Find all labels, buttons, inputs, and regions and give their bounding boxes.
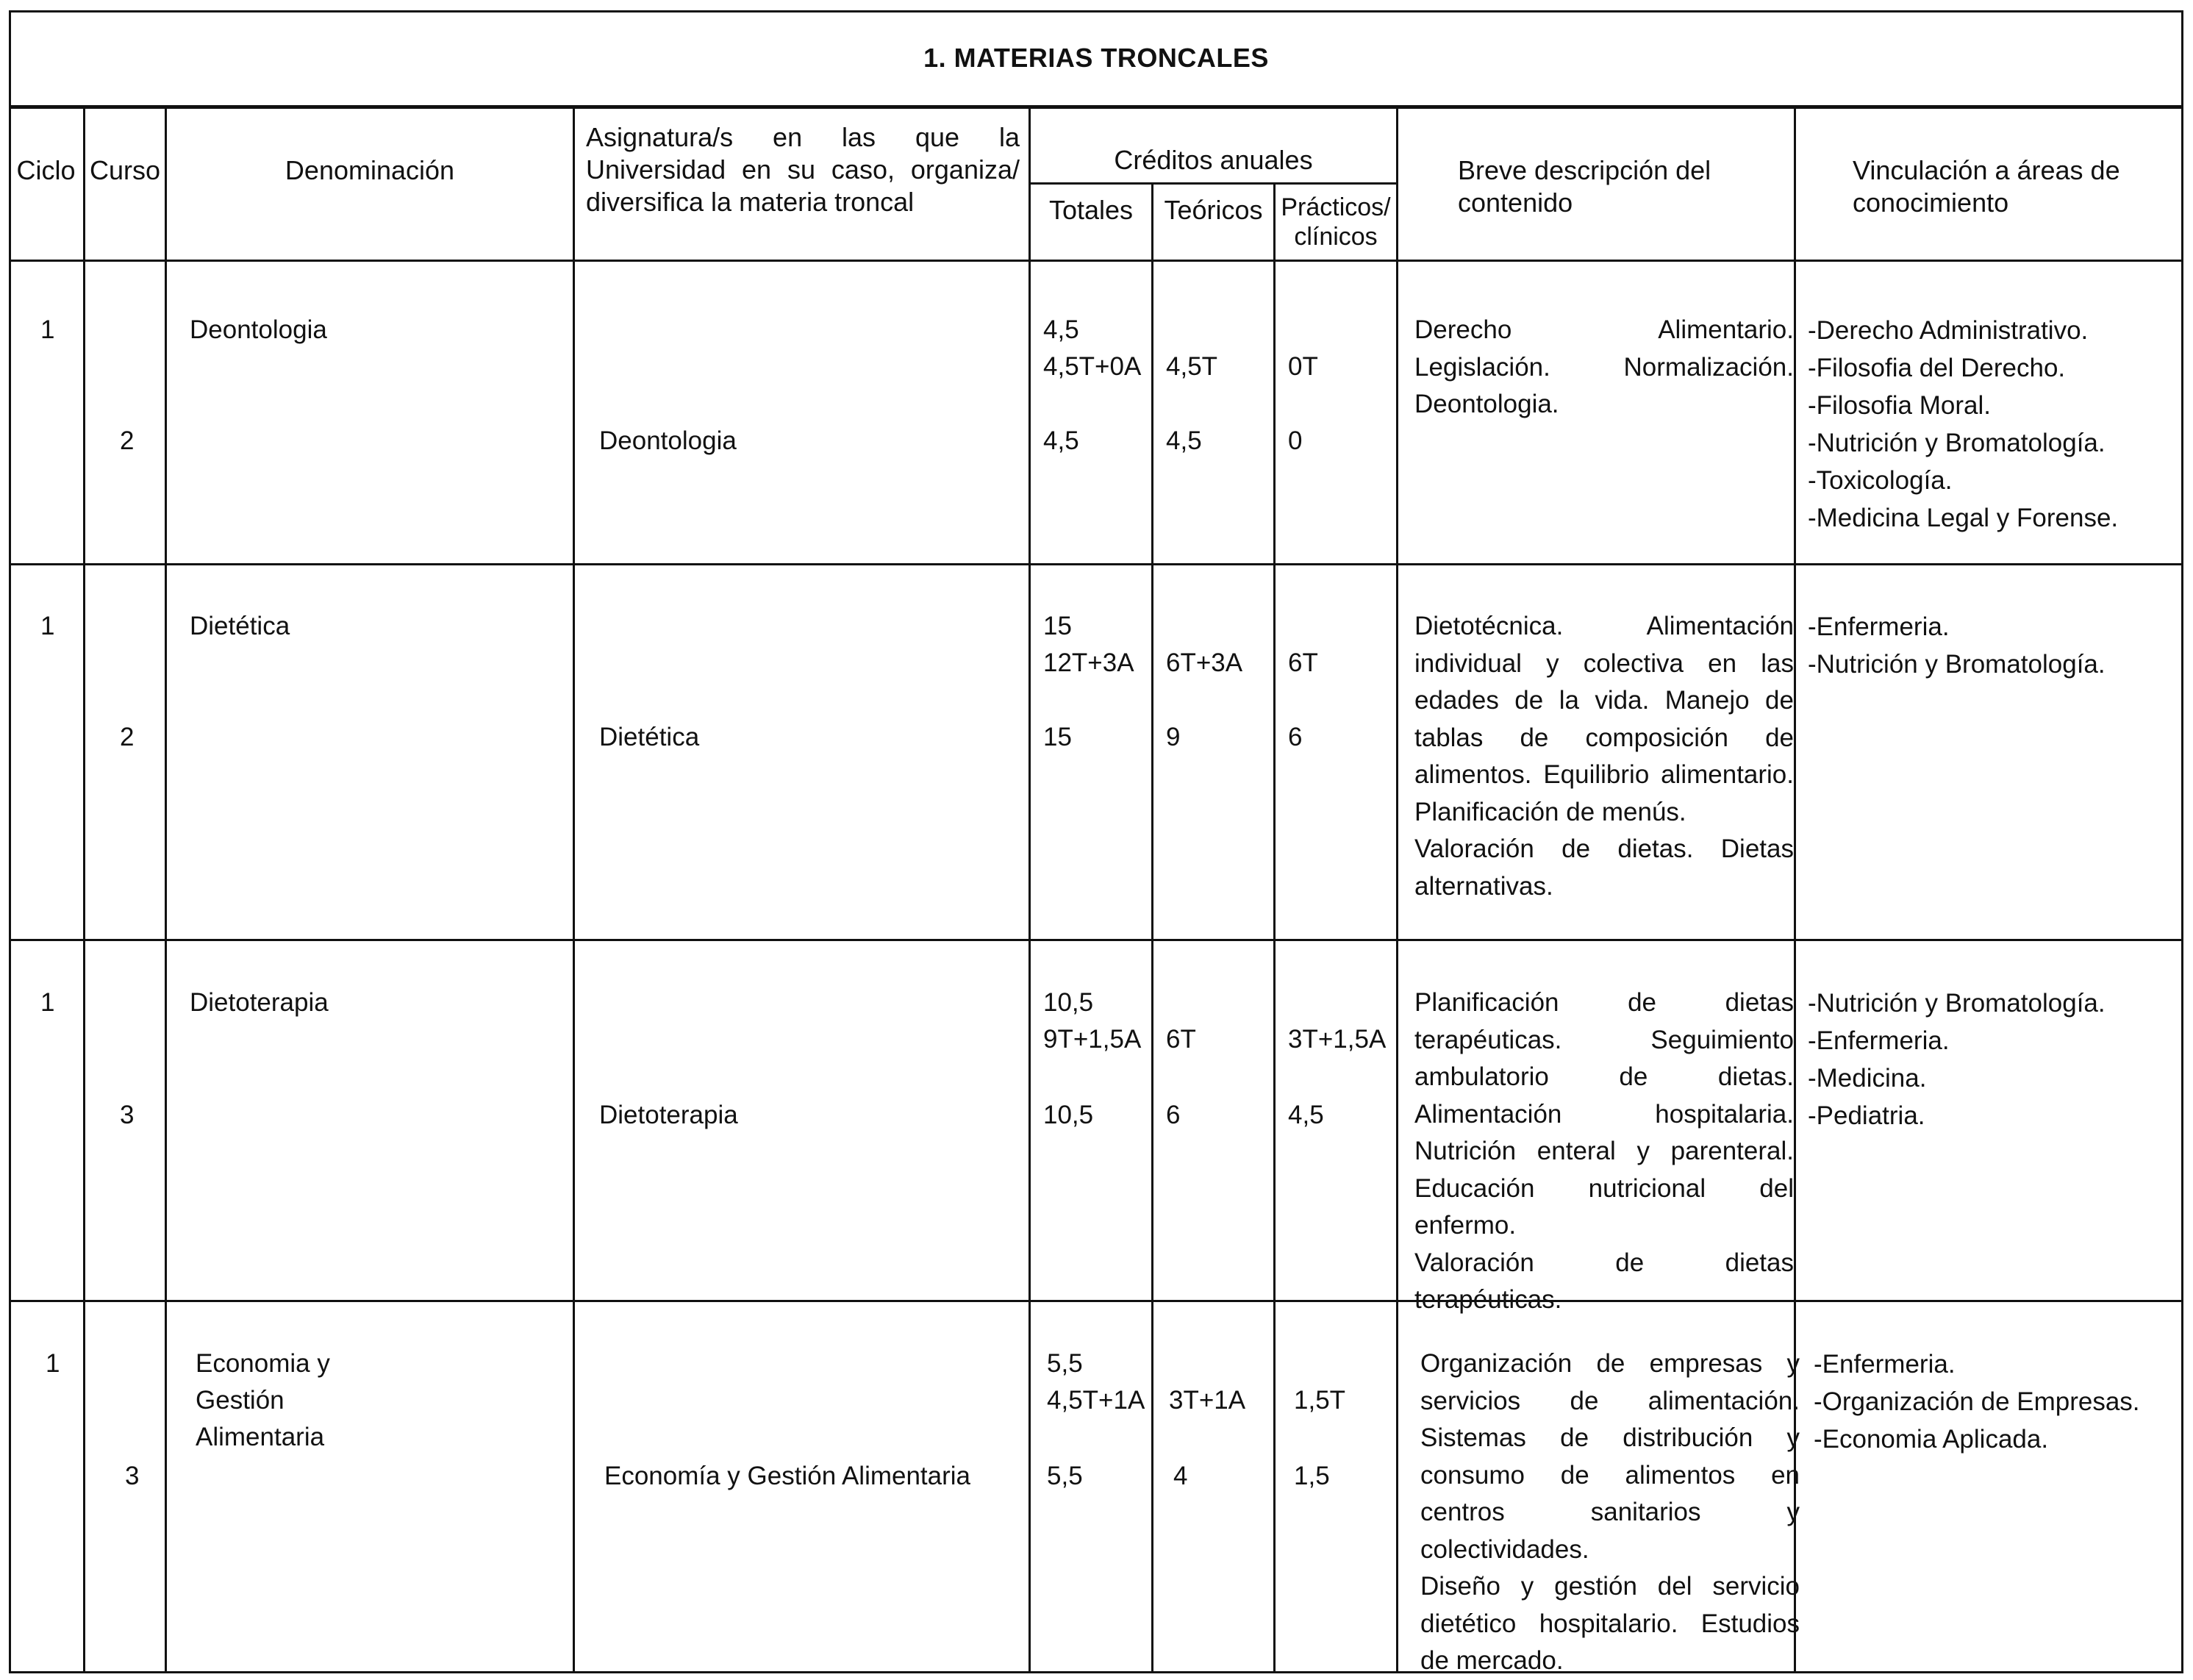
section-title: 1. MATERIAS TRONCALES [9, 10, 2183, 109]
row1-ciclo: 1 [40, 315, 55, 344]
row4-vinculacion-1: -Enfermeria. [1814, 1350, 1956, 1379]
row1-practicos-3: 0 [1288, 426, 1303, 455]
creditos-rule [1028, 182, 1396, 185]
row3-descripcion [1414, 984, 1794, 1319]
row2-totales-2: 12T+3A [1043, 648, 1134, 677]
row1-teoricos-2: 4,5T [1166, 352, 1218, 381]
row1-vinculacion-5: -Toxicología. [1808, 466, 1953, 495]
row3-teoricos-3: 6 [1166, 1101, 1181, 1129]
row4-vinculacion [1814, 1345, 2140, 1458]
row4-ciclo: 1 [46, 1349, 60, 1378]
header-ciclo: Ciclo [16, 155, 76, 185]
row3-ciclo: 1 [40, 988, 55, 1017]
row2-denominacion: Dietética [190, 612, 290, 640]
row3-totales-3: 10,5 [1043, 1101, 1094, 1129]
row3-descripcion-p2: Valoración de dietas terapéuticas. [1414, 1248, 1794, 1314]
row4-teoricos-3: 4 [1173, 1462, 1188, 1490]
header-practicos: Prácticos/ clínicos [1281, 193, 1391, 251]
col-rule-teoricos [1273, 185, 1276, 1673]
header-vinculacion: Vinculación a áreas de conocimiento [1853, 155, 2120, 218]
header-curso: Curso [89, 155, 161, 185]
row1-totales-1: 4,5 [1043, 315, 1079, 344]
row4-descripcion-p2: Diseño y gestión del servicio dietético hospitalario. Estudios de mercado. [1420, 1572, 1800, 1675]
row3-curso: 3 [120, 1101, 135, 1129]
row3-totales-1: 10,5 [1043, 988, 1094, 1017]
row4-practicos-3: 1,5 [1294, 1462, 1330, 1490]
col-rule-totales [1151, 185, 1153, 1673]
row1-curso: 2 [120, 426, 135, 455]
row2-ciclo: 1 [40, 612, 55, 640]
row3-totales-2: 9T+1,5A [1043, 1025, 1142, 1054]
row4-totales-2: 4,5T+1A [1047, 1386, 1145, 1415]
row2-vinculacion-2: -Nutrición y Bromatología. [1808, 650, 2106, 679]
col-rule-denominacion [573, 109, 575, 1673]
row1-teoricos-3: 4,5 [1166, 426, 1202, 455]
row2-totales-3: 15 [1043, 723, 1072, 751]
row4-practicos-2: 1,5T [1294, 1386, 1346, 1415]
col-rule-ciclo [83, 109, 85, 1673]
row4-vinculacion-3: -Economia Aplicada. [1814, 1425, 2049, 1454]
row1-vinculacion-6: -Medicina Legal y Forense. [1808, 504, 2119, 532]
header-asignatura: Asignatura/s en las que la Universidad en su caso, organiza/ diversifica la materia troncal [586, 122, 1020, 217]
header-bottom-rule [9, 260, 2183, 262]
col-rule-curso [165, 109, 167, 1673]
row2-descripcion-p1: Dietotécnica. Alimentación individual y colectiva en las edades de la vida. Manejo de tablas de composición de alimentos. Equilibrio alimentario. Planificación de menús. [1414, 612, 1794, 826]
header-denominacion: Denominación [285, 155, 455, 185]
row1-vinculacion-2: -Filosofia del Derecho. [1808, 354, 2066, 382]
row2-vinculacion-1: -Enfermeria. [1808, 612, 1950, 641]
row2-descripcion-p2: Valoración de dietas. Dietas alternativas. [1414, 834, 1794, 901]
col-rule-practicos [1396, 109, 1398, 1673]
row2-teoricos-2: 6T+3A [1166, 648, 1243, 677]
row3-asignatura: Dietoterapia [599, 1101, 738, 1129]
row1-vinculacion-4: -Nutrición y Bromatología. [1808, 429, 2106, 457]
header-descripcion: Breve descripción del contenido [1458, 155, 1711, 218]
row3-vinculacion-2: -Enfermeria. [1808, 1026, 1950, 1055]
row2-curso: 2 [120, 723, 135, 751]
row1-descripcion [1414, 312, 1794, 423]
row-divider-1 [9, 563, 2183, 565]
row1-asignatura: Deontologia [599, 426, 737, 455]
row1-denominacion: Deontologia [190, 315, 327, 344]
row1-totales-2: 4,5T+0A [1043, 352, 1142, 381]
row2-teoricos-3: 9 [1166, 723, 1181, 751]
row4-vinculacion-2: -Organización de Empresas. [1814, 1387, 2140, 1416]
row2-practicos-3: 6 [1288, 723, 1303, 751]
col-rule-asignatura [1028, 109, 1031, 1673]
row-divider-3 [9, 1300, 2183, 1302]
row4-asignatura: Economía y Gestión Alimentaria [604, 1462, 971, 1490]
row1-descripcion-p1: Derecho Alimentario. Legislación. Normalización. Deontologia. [1414, 315, 1794, 418]
row4-totales-1: 5,5 [1047, 1349, 1083, 1378]
header-totales: Totales [1048, 195, 1134, 225]
row1-vinculacion-3: -Filosofia Moral. [1808, 391, 1991, 420]
row3-practicos-3: 4,5 [1288, 1101, 1324, 1129]
row3-vinculacion-3: -Medicina. [1808, 1064, 1927, 1093]
row3-denominacion: Dietoterapia [190, 988, 329, 1017]
row3-vinculacion [1808, 984, 2106, 1134]
row1-vinculacion-1: -Derecho Administrativo. [1808, 316, 2089, 345]
header-teoricos: Teóricos [1164, 195, 1263, 225]
row-divider-2 [9, 939, 2183, 941]
row4-descripcion-p1: Organización de empresas y servicios de alimentación. Sistemas de distribución y consumo de alimentos en centros sanitarios y colectividades. [1420, 1349, 1800, 1564]
row2-descripcion [1414, 608, 1794, 905]
row4-curso: 3 [125, 1462, 140, 1490]
row1-vinculacion [1808, 312, 2118, 537]
row2-vinculacion [1808, 608, 2106, 683]
row4-teoricos-2: 3T+1A [1169, 1386, 1246, 1415]
header-creditos: Créditos anuales [1114, 145, 1313, 175]
row2-totales-1: 15 [1043, 612, 1072, 640]
row4-denominacion: Economia y Gestión Alimentaria [196, 1349, 330, 1451]
row3-practicos-2: 3T+1,5A [1288, 1025, 1387, 1054]
row3-vinculacion-4: -Pediatria. [1808, 1101, 1925, 1130]
row3-vinculacion-1: -Nutrición y Bromatología. [1808, 989, 2106, 1018]
row3-teoricos-2: 6T [1166, 1025, 1196, 1054]
row2-asignatura: Dietética [599, 723, 700, 751]
row2-practicos-2: 6T [1288, 648, 1318, 677]
row1-totales-3: 4,5 [1043, 426, 1079, 455]
row3-descripcion-p1: Planificación de dietas terapéuticas. Seguimiento ambulatorio de dietas. Alimentación hospitalaria. Nutrición enteral y parenteral. Educación nutricional del enfermo. [1414, 988, 1794, 1240]
row1-practicos-2: 0T [1288, 352, 1318, 381]
row4-descripcion [1420, 1345, 1800, 1680]
row4-totales-3: 5,5 [1047, 1462, 1083, 1490]
